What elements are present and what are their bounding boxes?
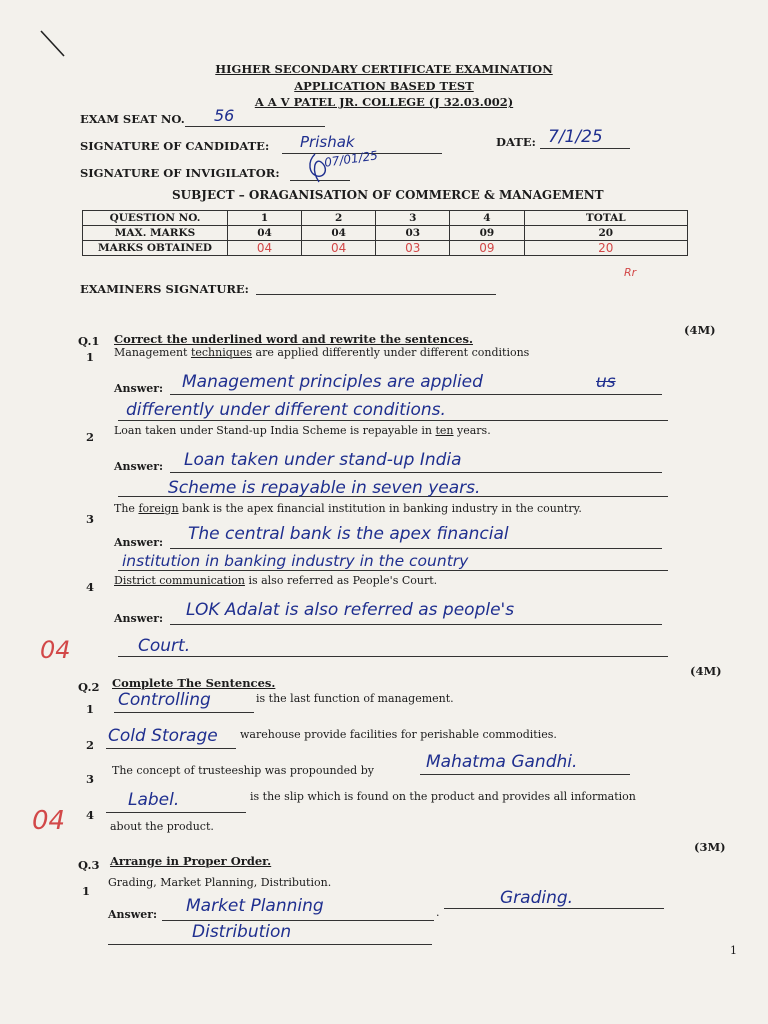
table-cell: 04 (228, 226, 302, 241)
date-value: 7/1/25 (548, 127, 603, 147)
candidate-signature: Prishak (300, 133, 355, 151)
q1-1-strikeout: us (596, 372, 616, 392)
table-cell: QUESTION NO. (83, 211, 228, 226)
q2-3-fill: Mahatma Gandhi. (426, 752, 578, 772)
q1-3-answer-line-2: institution in banking industry in the country (122, 552, 469, 570)
table-row (83, 241, 688, 256)
q2-4-fill: Label. (128, 790, 180, 810)
q1-1-question: Management techniques are applied differently under different conditions (114, 346, 530, 359)
table-row (83, 226, 688, 241)
q1-4-answer-line-1: LOK Adalat is also referred as people's (186, 600, 515, 620)
exam-subtitle: APPLICATION BASED TEST (294, 79, 474, 93)
q3-1-question: Grading, Market Planning, Distribution. (108, 876, 332, 889)
college-name: A A V PATEL JR. COLLEGE (J 32.03.002) (254, 95, 514, 109)
table-cell: 20 (524, 226, 688, 241)
q1-2-number: 2 (86, 430, 95, 444)
q1-1-answer-line-2: differently under different conditions. (126, 400, 446, 420)
q1-4-number: 4 (86, 580, 95, 594)
table-cell: 04 (228, 241, 302, 256)
subject-heading: SUBJECT – ORAGANISATION OF COMMERCE & MANAGEMENT (172, 188, 604, 202)
q1-3-answer-line-1: The central bank is the apex financial (188, 524, 509, 544)
table-cell: 03 (376, 241, 450, 256)
table-row (83, 211, 688, 226)
q2-4-text-continued: about the product. (110, 820, 214, 833)
q2-2-text: warehouse provide facilities for perishable commodities. (240, 728, 557, 741)
date-label: DATE: (496, 135, 536, 149)
table-cell: 20 (524, 241, 688, 256)
answer-label: Answer: (114, 382, 164, 395)
q1-3-number: 3 (86, 512, 95, 526)
check-mark-icon (38, 28, 68, 60)
q3-1-answer-2: Grading. (500, 888, 574, 908)
q1-2-question: Loan taken under Stand-up India Scheme is repayable in ten years. (114, 424, 491, 437)
table-cell: 1 (228, 211, 302, 226)
q2-4-text: is the slip which is found on the product and provides all information (250, 790, 636, 803)
table-cell: 09 (450, 241, 524, 256)
q2-title: Complete The Sentences. (112, 676, 276, 690)
q1-4-answer-line-2: Court. (138, 636, 191, 656)
q2-2-fill: Cold Storage (108, 726, 218, 746)
q1-title: Correct the underlined word and rewrite the sentences. (114, 332, 473, 346)
candidate-signature-label: SIGNATURE OF CANDIDATE: (80, 139, 270, 153)
q2-3-text: The concept of trusteeship was propounded by (112, 764, 374, 777)
q3-marks: (3M) (694, 840, 726, 854)
q3-1-number: 1 (82, 884, 91, 898)
q2-1-fill: Controlling (118, 690, 211, 710)
answer-label: Answer: (114, 460, 164, 473)
q1-number: Q.1 (78, 334, 100, 348)
separator-dot: . (436, 906, 440, 919)
table-cell: 04 (302, 241, 376, 256)
table-cell: MARKS OBTAINED (83, 241, 228, 256)
table-cell: TOTAL (524, 211, 688, 226)
answer-label: Answer: (108, 908, 158, 921)
examiner-initial: Rr (624, 266, 637, 279)
exam-title: HIGHER SECONDARY CERTIFICATE EXAMINATION (215, 62, 553, 76)
q3-number: Q.3 (78, 858, 100, 872)
table-cell: 03 (376, 226, 450, 241)
q1-3-question: The foreign bank is the apex financial institution in banking industry in the country. (114, 502, 582, 515)
q1-marks: (4M) (684, 323, 716, 337)
q2-score: 04 (32, 806, 66, 836)
q1-2-answer-line-1: Loan taken under stand-up India (184, 450, 462, 470)
table-cell: MAX. MARKS (83, 226, 228, 241)
page-number: 1 (730, 944, 737, 957)
q2-1-number: 1 (86, 702, 95, 716)
table-cell: 2 (302, 211, 376, 226)
examiner-signature-label: EXAMINERS SIGNATURE: (80, 282, 249, 296)
q2-4-number: 4 (86, 808, 95, 822)
q3-title: Arrange in Proper Order. (110, 854, 272, 868)
table-cell: 09 (450, 226, 524, 241)
q2-marks: (4M) (690, 664, 722, 678)
answer-label: Answer: (114, 536, 164, 549)
q3-1-answer-1: Market Planning (186, 896, 324, 916)
q1-1-number: 1 (86, 350, 95, 364)
answer-label: Answer: (114, 612, 164, 625)
q2-2-number: 2 (86, 738, 95, 752)
q1-1-answer-line-1: Management principles are applied (182, 372, 483, 392)
table-cell: 3 (376, 211, 450, 226)
table-cell: 4 (450, 211, 524, 226)
q2-1-text: is the last function of management. (256, 692, 454, 705)
q3-1-answer-3: Distribution (192, 922, 292, 942)
invigilator-signature-label: SIGNATURE OF INVIGILATOR: (80, 166, 280, 180)
q2-3-number: 3 (86, 772, 95, 786)
q1-2-answer-line-2: Scheme is repayable in seven years. (168, 478, 481, 498)
seat-value: 56 (214, 106, 235, 125)
q2-number: Q.2 (78, 680, 100, 694)
marks-table (82, 210, 688, 256)
seat-label: EXAM SEAT NO. (80, 112, 185, 126)
invigilator-signature-date: 07/01/25 (323, 148, 379, 170)
q1-score: 04 (40, 636, 71, 664)
q1-4-question: District communication is also referred as People's Court. (114, 574, 438, 587)
table-cell: 04 (302, 226, 376, 241)
